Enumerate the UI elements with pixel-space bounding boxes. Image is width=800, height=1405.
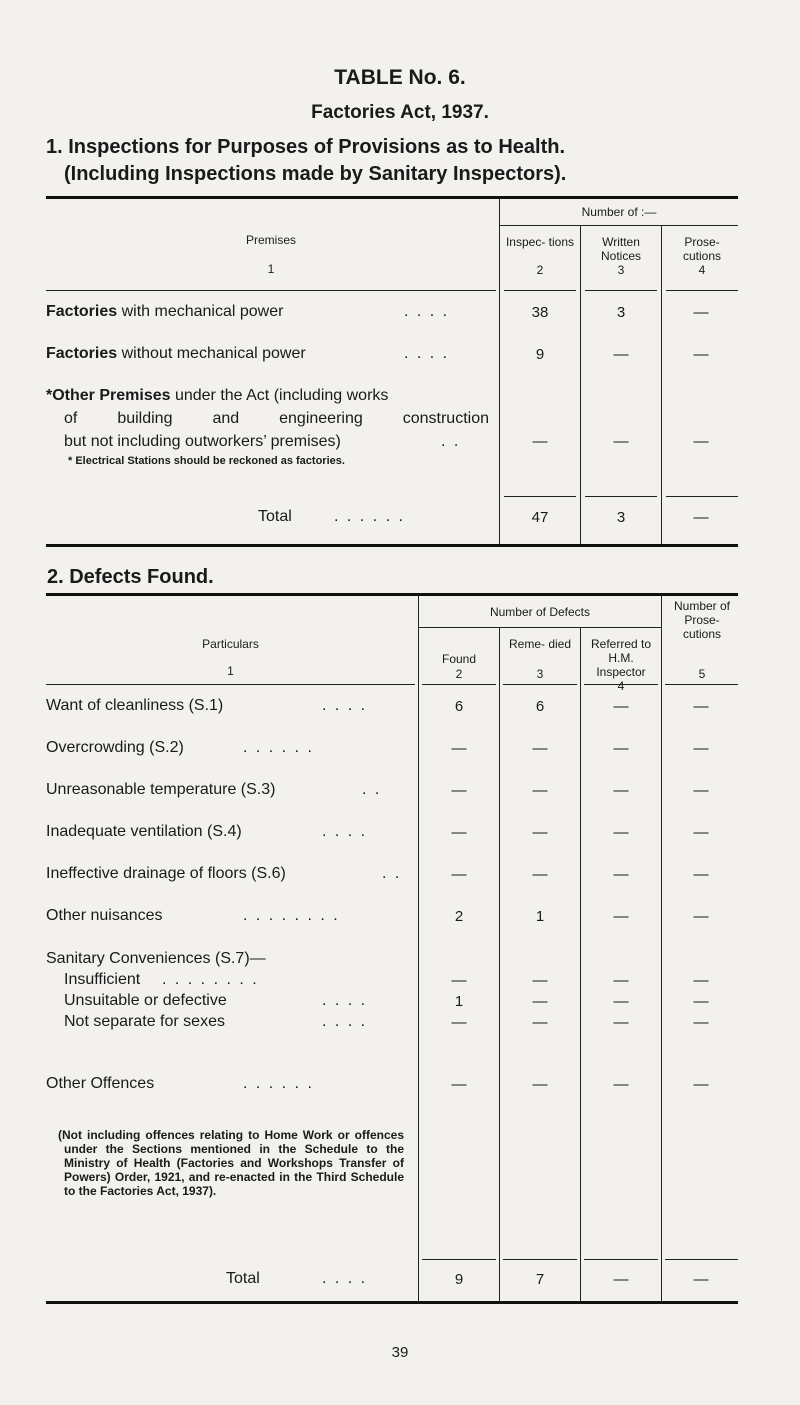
table-title: TABLE No. 6.	[334, 66, 466, 89]
page-number: 39	[391, 1344, 409, 1361]
cell-found: —	[451, 740, 467, 757]
col-header-prosecutions: Number of Prose- cutions	[673, 599, 731, 641]
total-rule	[422, 1259, 496, 1260]
group-header: Number of :—	[581, 205, 657, 219]
header-bottom-rule	[666, 290, 738, 291]
cell-prosecutions: —	[693, 993, 709, 1010]
row-label: Not separate for sexes	[64, 1013, 225, 1030]
table-bottom-rule	[46, 544, 738, 547]
header-bottom-rule	[504, 290, 576, 291]
col-number: 2	[536, 263, 544, 277]
cell-inspections: 38	[531, 304, 549, 321]
cell-referred: —	[613, 698, 629, 715]
col-header-remedied: Reme- died	[508, 637, 572, 651]
cell-written-notices: 3	[616, 304, 626, 321]
cell-found: 2	[454, 908, 464, 925]
cell-found: —	[451, 1014, 467, 1031]
cell-remedied: 1	[535, 908, 545, 925]
column-divider	[580, 628, 581, 1301]
col-header-prosecutions: Prose- cutions	[682, 235, 722, 263]
col-header-referred: Referred to H.M. Inspector	[590, 637, 652, 679]
cell-remedied: —	[532, 782, 548, 799]
leader-dots: . . . .	[322, 823, 368, 840]
row-label-continued: but not including outworkers’ premises)	[64, 433, 341, 450]
row-label: Unsuitable or defective	[64, 992, 227, 1009]
cell-prosecutions: —	[693, 972, 709, 989]
group-header: Number of Defects	[489, 605, 591, 619]
cell-referred: —	[613, 866, 629, 883]
cell-found: —	[451, 782, 467, 799]
col-number: 5	[698, 667, 706, 681]
offences-note: (Not including offences relating to Home Work or offences under the Sections mentioned in the Schedule to the Ministry of Health (Factories and Workshops Transfer of Powers) Order, 1921, and re-enacted in the Third Schedule to the Factories Act, 1937).	[58, 1128, 404, 1198]
col-number: 3	[617, 263, 625, 277]
col-number: 1	[267, 262, 275, 276]
header-bottom-rule	[46, 684, 415, 685]
leader-dots: . . . .	[404, 303, 450, 320]
footnote: * Electrical Stations should be reckoned as factories.	[68, 455, 345, 467]
section2-heading: 2. Defects Found.	[47, 566, 214, 588]
cell-prosecutions: —	[693, 1014, 709, 1031]
leader-dots: . . . . . .	[334, 508, 405, 525]
total-rule	[666, 496, 738, 497]
total-label: Total	[258, 508, 292, 525]
leader-dots: . . . . . .	[243, 739, 314, 756]
cell-written-notices: —	[613, 433, 629, 450]
header-bottom-rule	[46, 290, 496, 291]
row-label: Factories with mechanical power	[46, 303, 284, 320]
column-divider	[661, 226, 662, 544]
cell-prosecutions: —	[693, 433, 709, 450]
header-bottom-rule	[665, 684, 738, 685]
leader-dots: . . . .	[322, 1270, 368, 1287]
table-subtitle: Factories Act, 1937.	[311, 102, 489, 123]
leader-dots: . .	[441, 433, 461, 450]
cell-prosecutions: —	[693, 866, 709, 883]
col-number: 4	[698, 263, 706, 277]
cell-remedied: 6	[535, 698, 545, 715]
col-number: 4	[617, 679, 625, 693]
cell-prosecutions: —	[693, 824, 709, 841]
header-divider	[499, 225, 738, 226]
header-bottom-rule	[585, 290, 657, 291]
cell-remedied: —	[532, 740, 548, 757]
cell-inspections: —	[532, 433, 548, 450]
cell-prosecutions: —	[693, 698, 709, 715]
col-header-premises: Premises	[245, 233, 296, 247]
col-number: 2	[455, 667, 463, 681]
cell-prosecutions: —	[693, 509, 709, 526]
row-label: Factories without mechanical power	[46, 345, 306, 362]
cell-referred: —	[613, 993, 629, 1010]
col-header-found: Found	[441, 652, 477, 666]
cell-prosecutions: —	[693, 782, 709, 799]
cell-remedied: —	[532, 1014, 548, 1031]
column-divider	[499, 199, 500, 544]
table-top-rule	[46, 196, 738, 199]
column-divider	[499, 628, 500, 1301]
cell-referred: —	[613, 782, 629, 799]
total-rule	[584, 1259, 658, 1260]
leader-dots: . . . .	[322, 697, 368, 714]
table-bottom-rule	[46, 1301, 738, 1304]
section1-heading-line1: 1. Inspections for Purposes of Provisions as to Health.	[46, 136, 566, 158]
cell-remedied: —	[532, 972, 548, 989]
row-label-continued: of building and engineering construction	[64, 410, 489, 427]
cell-found: 6	[454, 698, 464, 715]
col-number: 1	[227, 664, 234, 678]
header-bottom-rule	[503, 684, 577, 685]
cell-found: 1	[454, 993, 464, 1010]
cell-remedied: —	[532, 866, 548, 883]
cell-remedied: 7	[535, 1271, 545, 1288]
column-divider	[580, 226, 581, 544]
row-label: Insufficient	[64, 971, 141, 988]
row-label: Inadequate ventilation (S.4)	[46, 823, 242, 840]
sanitary-heading: Sanitary Conveniences (S.7)—	[46, 950, 266, 967]
row-label: Ineffective drainage of floors (S.6)	[46, 865, 286, 882]
cell-inspections: 47	[531, 509, 549, 526]
row-label: Overcrowding (S.2)	[46, 739, 184, 756]
cell-remedied: —	[532, 1076, 548, 1093]
cell-found: —	[451, 824, 467, 841]
header-bottom-rule	[422, 684, 496, 685]
total-rule	[504, 496, 576, 497]
header-divider	[418, 627, 661, 628]
table-top-rule	[46, 593, 738, 596]
col-header-inspections: Inspec- tions	[505, 235, 575, 249]
cell-prosecutions: —	[693, 740, 709, 757]
leader-dots: . . . . . .	[243, 1075, 314, 1092]
leader-dots: . . . .	[322, 992, 368, 1009]
row-label: Other nuisances	[46, 907, 163, 924]
cell-prosecutions: —	[693, 346, 709, 363]
cell-prosecutions: —	[693, 1076, 709, 1093]
leader-dots: . .	[362, 781, 382, 798]
cell-referred: —	[613, 972, 629, 989]
leader-dots: . . . .	[404, 345, 450, 362]
cell-referred: —	[613, 1271, 629, 1288]
cell-found: —	[451, 972, 467, 989]
section1-heading-line2: (Including Inspections made by Sanitary Inspectors).	[64, 163, 567, 185]
total-rule	[503, 1259, 577, 1260]
leader-dots: . . . . . . . .	[243, 907, 340, 924]
cell-found: —	[451, 866, 467, 883]
cell-referred: —	[613, 1014, 629, 1031]
row-label: Want of cleanliness (S.1)	[46, 697, 224, 714]
total-rule	[585, 496, 657, 497]
cell-prosecutions: —	[693, 1271, 709, 1288]
cell-remedied: —	[532, 824, 548, 841]
total-label: Total	[226, 1270, 260, 1287]
cell-remedied: —	[532, 993, 548, 1010]
cell-referred: —	[613, 824, 629, 841]
cell-referred: —	[613, 908, 629, 925]
cell-written-notices: —	[613, 346, 629, 363]
cell-prosecutions: —	[693, 908, 709, 925]
col-header-particulars: Particulars	[202, 637, 259, 651]
cell-written-notices: 3	[616, 509, 626, 526]
row-label: Unreasonable temperature (S.3)	[46, 781, 276, 798]
row-label: *Other Premises under the Act (including works	[46, 387, 389, 404]
cell-found: 9	[454, 1271, 464, 1288]
cell-inspections: 9	[535, 346, 545, 363]
col-header-written-notices: Written Notices	[600, 235, 641, 263]
cell-referred: —	[613, 740, 629, 757]
row-label: Other Offences	[46, 1075, 155, 1092]
cell-referred: —	[613, 1076, 629, 1093]
col-number: 3	[536, 667, 544, 681]
leader-dots: . . . .	[322, 1013, 368, 1030]
cell-found: —	[451, 1076, 467, 1093]
total-rule	[665, 1259, 738, 1260]
leader-dots: . . . . . . . .	[162, 971, 259, 988]
cell-prosecutions: —	[693, 304, 709, 321]
leader-dots: . .	[382, 865, 402, 882]
